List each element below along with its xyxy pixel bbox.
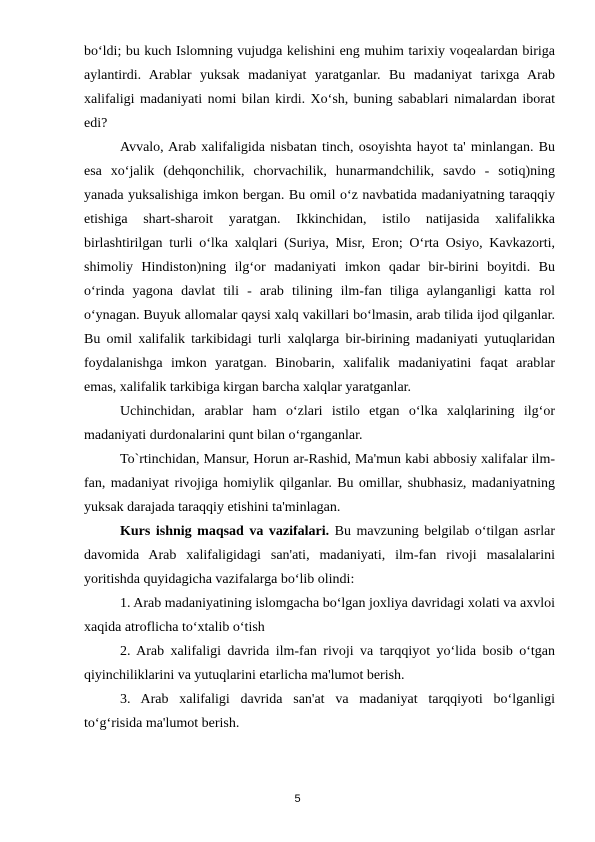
list-item-2: 2. Arab xalifaligi davrida ilm-fan rivoji va tarqqiyot yo‘lida bosib o‘tgan qiyinchiliklarini va yutuqlarini etarlicha ma'lumot berish.	[84, 644, 555, 683]
document-body	[84, 40, 555, 736]
list-item-1: 1. Arab madaniyatining islomgacha bo‘lgan joxliya davridagi xolati va axvloi xaqida atroflicha to‘xtalib o‘tish	[84, 596, 555, 635]
paragraph-continuation: bo‘ldi; bu kuch Islomning vujudga kelishini eng muhim tarixiy voqealardan biriga aylantirdi. Arablar yuksak madaniyat yaratganlar. Bu madaniyat tarixga Arab xalifaligi madaniyati nomi bilan kirdi. Xo‘sh, buning sabablari nimalardan iborat edi?	[84, 44, 555, 131]
goals-text: Bu mavzuning belgilab o‘tilgan asrlar davomida Arab xalifaligidagi san'ati, madaniyati, ilm-fan rivoji masalalarini yoritishda quyidagicha vazifalarga bo‘lib olindi:	[84, 524, 555, 587]
paragraph-third-reason: Uchinchidan, arablar ham o‘zlari istilo etgan o‘lka xalqlarining ilg‘or madaniyati durdonalarini qunt bilan o‘rganganlar.	[84, 404, 555, 443]
paragraph-first-reason: Avvalo, Arab xalifaligida nisbatan tinch, osoyishta hayot ta' minlangan. Bu esa xo‘jalik (dehqonchilik, chorvachilik, hunarmandchilik, savdo - sotiq)ning yanada yuksalishiga imkon bergan. Bu omil o‘z navbatida madaniyatning taraqqiy etishiga shart-sharoit yaratgan. Ikkinchidan, istilo natijasida xalifalikka birlashtirilgan turli o‘lka xalqlari (Suriya, Misr, Eron; O‘rta Osiyo, Kavkazorti, shimoliy Hindiston)ning ilg‘or madaniyati imkon qadar bir-birini boyitdi. Bu o‘rinda yagona davlat tili - arab tilining ilm-fan tiliga aylanganligi katta rol o‘ynagan. Buyuk allomalar qaysi xalq vakillari bo‘lmasin, arab tilida ijod qilganlar. Bu omil xalifalik tarkibidagi turli xalqlarga bir-birining madaniyati yutuqlaridan foydalanishga imkon yaratgan. Binobarin, xalifalik madaniyatini faqat arablar emas, xalifalik tarkibiga kirgan barcha xalqlar yaratganlar.	[84, 140, 555, 395]
paragraph-fourth-reason: To`rtinchidan, Mansur, Horun ar-Rashid, Ma'mun kabi abbosiy xalifalar ilm-fan, madaniyat rivojiga homiylik qilganlar. Bu omillar, shubhasiz, madaniyatning yuksak darajada taraqqiy etishini ta'minlagan.	[84, 452, 555, 515]
goals-heading: Kurs ishnig maqsad va vazifalari.	[120, 524, 330, 539]
list-item-3: 3. Arab xalifaligi davrida san'at va madaniyat tarqqiyoti bo‘lganligi to‘g‘risida ma'lumot berish.	[84, 692, 555, 731]
page-number: 5	[294, 793, 301, 805]
paragraph-goals	[84, 520, 555, 592]
